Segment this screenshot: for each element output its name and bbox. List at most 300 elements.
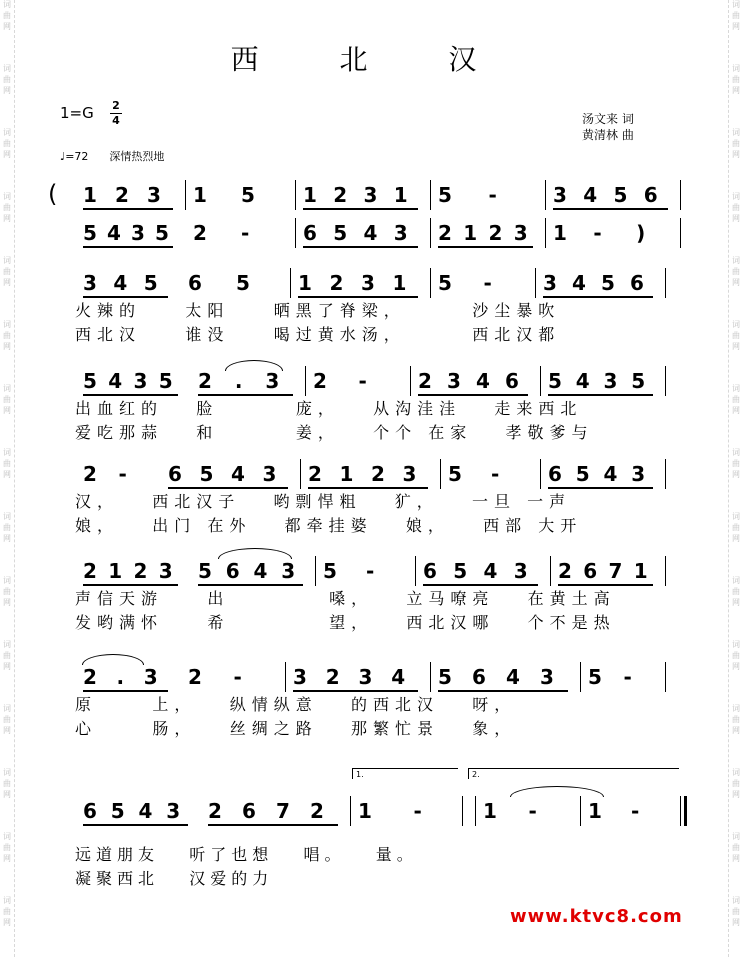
side-watermark-char: 词 <box>3 640 11 649</box>
side-watermark-char: 曲 <box>3 395 11 404</box>
note: 3 <box>540 665 554 689</box>
note: 5 <box>438 271 452 295</box>
side-watermark-char: 曲 <box>732 587 740 596</box>
note: 2 <box>83 559 97 583</box>
side-watermark-char: 曲 <box>3 139 11 148</box>
note: 2 <box>558 559 572 583</box>
dash-sustain: - <box>491 462 500 486</box>
lyric-verse-2: 娘， 出门 在外 都牵挂婆 娘， 西部 大开 <box>75 516 583 535</box>
lyric-verse-1: 火辣的 太阳 晒黑了脊梁， 沙尘暴吹 <box>75 301 561 320</box>
score-row <box>0 665 743 738</box>
repeat-bar <box>462 796 463 826</box>
eighth-underline <box>83 584 178 586</box>
note: 6 <box>643 183 658 207</box>
side-watermark-char: 词 <box>3 320 11 329</box>
eighth-underline <box>548 487 653 489</box>
bar-line <box>305 366 306 396</box>
tie-slur <box>218 548 292 559</box>
side-watermark-char: 网 <box>732 406 740 415</box>
side-watermark-char: 曲 <box>3 11 11 20</box>
side-watermark-char: 曲 <box>3 267 11 276</box>
note: 1 <box>193 183 207 207</box>
bar-line <box>440 459 441 489</box>
note: 5 <box>453 559 468 583</box>
note: 2 <box>313 369 327 393</box>
note: 2 <box>325 665 340 689</box>
side-watermark-char: 曲 <box>3 715 11 724</box>
note: 3 <box>143 665 158 689</box>
note: 1 <box>358 799 372 823</box>
bar-line <box>545 218 546 248</box>
note: 4 <box>113 271 128 295</box>
bar-line <box>300 459 301 489</box>
bar-line <box>430 218 431 248</box>
side-watermark-char: 网 <box>3 918 11 927</box>
side-watermark-char: 词 <box>732 576 740 585</box>
side-watermark-char: 词 <box>3 512 11 521</box>
song-title: 西 北 汉 <box>230 43 513 76</box>
note: 5 <box>83 221 97 245</box>
tie-slur <box>225 360 283 371</box>
side-watermark-char: 词 <box>732 192 740 201</box>
bar-line <box>290 268 291 298</box>
side-watermark-char: 词 <box>3 192 11 201</box>
tempo-value: ♩=72 <box>60 150 89 163</box>
bar-line <box>580 662 581 692</box>
score-row <box>0 462 743 535</box>
side-watermark-char: 词 <box>3 64 11 73</box>
eighth-underline <box>208 824 338 826</box>
eighth-underline <box>438 690 568 692</box>
tie-slur <box>82 654 144 665</box>
note: 3 <box>513 221 528 245</box>
note: 3 <box>265 369 280 393</box>
dash-sustain: - <box>528 799 537 823</box>
side-watermark-char: 曲 <box>3 843 11 852</box>
note: 3 <box>393 221 408 245</box>
note: 2 <box>333 183 348 207</box>
side-watermark-char: 曲 <box>3 459 11 468</box>
note: 3 <box>402 462 417 486</box>
side-watermark-char: 曲 <box>3 203 11 212</box>
note: 5 <box>199 462 214 486</box>
note: 1 <box>553 221 567 245</box>
lyric-verse-1: 声信天游 出 嗓， 立马嘹亮 在黄土高 <box>75 589 616 608</box>
note: 5 <box>438 665 452 689</box>
note: 5 <box>83 369 97 393</box>
eighth-underline <box>168 487 288 489</box>
lyric-verse-1: 汉， 西北汉子 哟剽悍粗 犷， 一旦 一声 <box>75 492 572 511</box>
bar-line <box>535 268 536 298</box>
side-watermark-char: 网 <box>3 278 11 287</box>
note: 2 <box>308 462 322 486</box>
bar-line <box>665 268 666 298</box>
note: 5 <box>110 799 125 823</box>
side-watermark-char: 词 <box>732 64 740 73</box>
note: 6 <box>472 665 486 689</box>
tie-slur <box>510 786 604 797</box>
note: 5 <box>601 271 615 295</box>
eighth-underline <box>303 246 418 248</box>
side-watermark-char: 词 <box>732 832 740 841</box>
side-watermark-char: 网 <box>3 534 11 543</box>
bar-line <box>285 662 286 692</box>
bar-line <box>315 556 316 586</box>
note: 5 <box>448 462 462 486</box>
side-watermark-char: 词 <box>732 128 740 137</box>
note: 3 <box>361 271 375 295</box>
note: 6 <box>83 799 97 823</box>
note: 5 <box>143 271 158 295</box>
dash-sustain: - <box>593 221 602 245</box>
score-row <box>0 222 743 246</box>
note: 4 <box>572 271 586 295</box>
bar-line <box>295 180 296 210</box>
note: 1 <box>483 799 497 823</box>
side-watermark-char: 词 <box>3 448 11 457</box>
note: 4 <box>476 369 490 393</box>
note: 2 <box>83 462 97 486</box>
side-watermark-char: 曲 <box>3 523 11 532</box>
dash-sustain: - <box>241 221 250 245</box>
dash-sustain: - <box>233 665 242 689</box>
eighth-underline <box>298 296 418 298</box>
note: 6 <box>548 462 562 486</box>
eighth-underline <box>303 208 418 210</box>
note: 6 <box>423 559 437 583</box>
side-watermark-char: 网 <box>3 854 11 863</box>
side-watermark-char: 词 <box>732 704 740 713</box>
side-watermark-char: 词 <box>732 448 740 457</box>
lyric-verse-1: 出血红的 脸 庞， 从沟洼洼 走来西北 <box>75 399 583 418</box>
side-watermark-char: 网 <box>3 342 11 351</box>
note: 5 <box>158 369 173 393</box>
bar-line <box>295 218 296 248</box>
side-watermark-char: 词 <box>732 896 740 905</box>
side-watermark-char: 词 <box>732 320 740 329</box>
volta-first-label: 1. <box>356 770 364 779</box>
note: 7 <box>608 559 623 583</box>
bar-line <box>430 662 431 692</box>
eighth-underline <box>83 246 173 248</box>
side-watermark-char: 曲 <box>732 459 740 468</box>
note: 1 <box>108 559 123 583</box>
side-watermark-char: 曲 <box>732 843 740 852</box>
note: 4 <box>108 369 123 393</box>
eighth-underline <box>198 394 293 396</box>
lyric-verse-2: 心 肠， 丝绸之路 那繁忙景 象， <box>75 719 517 738</box>
note: 2 <box>188 665 202 689</box>
note: 2 <box>198 369 212 393</box>
note: 4 <box>506 665 520 689</box>
note: 2 <box>115 183 129 207</box>
meter-top: 2 <box>112 99 120 112</box>
tempo-marking <box>60 148 164 164</box>
volta-second-label: 2. <box>472 770 480 779</box>
note: 6 <box>225 559 240 583</box>
side-watermark-char: 网 <box>732 278 740 287</box>
note: 2 <box>329 271 344 295</box>
note: 5 <box>575 462 590 486</box>
eighth-underline <box>83 208 173 210</box>
note: . <box>234 369 243 393</box>
note: 1 <box>392 271 407 295</box>
side-watermark-char: 曲 <box>732 203 740 212</box>
bar-line <box>430 268 431 298</box>
side-watermark-char: 网 <box>732 598 740 607</box>
note: 3 <box>262 462 277 486</box>
side-watermark-char: 词 <box>732 768 740 777</box>
side-watermark-char: 词 <box>3 384 11 393</box>
note: 2 <box>133 559 148 583</box>
eighth-underline <box>198 584 303 586</box>
eighth-underline <box>548 394 653 396</box>
side-watermark-char: 网 <box>732 790 740 799</box>
note: 3 <box>158 559 173 583</box>
side-watermark-char: 网 <box>3 470 11 479</box>
side-watermark-char: 网 <box>732 342 740 351</box>
note: 1 <box>588 799 602 823</box>
note: 6 <box>583 559 598 583</box>
note: 6 <box>188 271 202 295</box>
eighth-underline <box>83 296 168 298</box>
note: 5 <box>241 183 255 207</box>
side-watermark-char: 曲 <box>3 907 11 916</box>
side-watermark-char: 网 <box>3 662 11 671</box>
bar-line <box>665 556 666 586</box>
note: 1 <box>303 183 317 207</box>
eighth-underline <box>543 296 653 298</box>
eighth-underline <box>423 584 538 586</box>
note: 5 <box>333 221 348 245</box>
note: ) <box>636 221 646 245</box>
score-row <box>0 559 743 632</box>
note: 4 <box>483 559 498 583</box>
eighth-underline <box>438 246 533 248</box>
dash-sustain: - <box>623 665 632 689</box>
note: 5 <box>438 183 452 207</box>
composer-credit: 黄清林 曲 <box>582 128 634 142</box>
score-row <box>0 770 743 888</box>
lyric-verse-1: 原 上， 纵情纵意 的西北汉 呀， <box>75 695 517 714</box>
side-watermark-char: 词 <box>732 640 740 649</box>
side-watermark-char: 网 <box>732 22 740 31</box>
bar-line <box>665 662 666 692</box>
side-watermark-char: 网 <box>732 726 740 735</box>
side-watermark-char: 网 <box>3 598 11 607</box>
dash-sustain: - <box>488 183 497 207</box>
side-watermark-char: 曲 <box>732 651 740 660</box>
bar-line <box>185 180 186 210</box>
note: 4 <box>107 221 121 245</box>
side-watermark-char: 网 <box>732 662 740 671</box>
side-watermark-char: 曲 <box>3 587 11 596</box>
eighth-underline <box>418 394 528 396</box>
score-row <box>0 369 743 442</box>
meter-bottom: 4 <box>112 114 120 127</box>
eighth-underline <box>308 487 428 489</box>
note: . <box>116 665 125 689</box>
side-watermark-char: 网 <box>3 726 11 735</box>
lyric-verse-2: 西北汉 谁没 喝过黄水汤， 西北汉都 <box>75 325 561 344</box>
side-watermark-char: 网 <box>732 918 740 927</box>
side-watermark-char: 曲 <box>732 331 740 340</box>
side-watermark-char: 曲 <box>732 523 740 532</box>
note: 3 <box>293 665 307 689</box>
side-watermark-char: 曲 <box>3 331 11 340</box>
side-watermark-char: 曲 <box>732 715 740 724</box>
side-watermark-char: 曲 <box>732 907 740 916</box>
key-signature: 1=G <box>60 104 94 122</box>
note: 3 <box>631 462 646 486</box>
note: 3 <box>131 221 145 245</box>
lyricist-credit: 汤文来 词 <box>582 112 634 126</box>
side-watermark-char: 曲 <box>3 651 11 660</box>
note: 2 <box>438 221 452 245</box>
bar-line <box>665 366 666 396</box>
note: 6 <box>242 799 256 823</box>
note: 5 <box>198 559 212 583</box>
side-watermark-char: 词 <box>3 896 11 905</box>
eighth-underline <box>83 824 188 826</box>
note: 3 <box>358 665 373 689</box>
lyric-verse-2: 发哟满怀 希 望， 西北汉哪 个不是热 <box>75 613 616 632</box>
volta-second-ending <box>468 768 679 779</box>
note: 4 <box>231 462 245 486</box>
bar-line <box>350 796 351 826</box>
bar-line <box>415 556 416 586</box>
eighth-underline <box>83 394 178 396</box>
note: 4 <box>603 462 618 486</box>
note: 3 <box>133 369 148 393</box>
note: 1 <box>298 271 312 295</box>
note: 4 <box>253 559 268 583</box>
bar-line <box>545 180 546 210</box>
dash-sustain: - <box>483 271 492 295</box>
side-watermark-char: 网 <box>732 214 740 223</box>
side-watermark-char: 词 <box>3 256 11 265</box>
note: 4 <box>575 369 590 393</box>
side-watermark-char: 曲 <box>3 779 11 788</box>
bar-line <box>580 796 581 826</box>
expression-marking: 深情热烈地 <box>109 150 165 163</box>
bar-line <box>410 366 411 396</box>
note: 3 <box>147 183 161 207</box>
bar-line <box>680 180 681 210</box>
note: 3 <box>603 369 618 393</box>
bar-line <box>680 796 681 826</box>
note: 2 <box>418 369 432 393</box>
eighth-underline <box>83 690 168 692</box>
note: 3 <box>513 559 528 583</box>
note: 3 <box>281 559 296 583</box>
note: 2 <box>83 665 97 689</box>
side-watermark-char: 网 <box>3 406 11 415</box>
lyric-verse-2: 凝聚西北 汉爱的力 <box>75 869 274 888</box>
side-watermark-char: 网 <box>732 470 740 479</box>
side-watermark-char: 词 <box>3 704 11 713</box>
side-watermark-char: 网 <box>3 790 11 799</box>
site-watermark: www.ktvc8.com <box>510 906 683 927</box>
note: 6 <box>303 221 317 245</box>
note: 1 <box>83 183 97 207</box>
note: 1 <box>339 462 354 486</box>
side-watermark-char: 曲 <box>732 139 740 148</box>
side-watermark-char: 曲 <box>732 395 740 404</box>
score-row <box>0 271 743 344</box>
note: 3 <box>447 369 461 393</box>
bar-line <box>540 366 541 396</box>
lyric-verse-1: 远道朋友 听了也想 唱。 量。 <box>75 845 418 864</box>
bar-line <box>680 218 681 248</box>
note: 5 <box>588 665 602 689</box>
side-watermark-char: 网 <box>3 22 11 31</box>
side-watermark-char: 词 <box>3 832 11 841</box>
bar-line <box>475 796 476 826</box>
side-watermark-char: 词 <box>3 768 11 777</box>
note: 2 <box>193 221 207 245</box>
side-watermark-char: 词 <box>3 128 11 137</box>
dash-sustain: - <box>118 462 127 486</box>
note: 6 <box>630 271 644 295</box>
side-watermark-char: 词 <box>732 0 740 9</box>
note: 3 <box>553 183 567 207</box>
note: 1 <box>463 221 478 245</box>
side-watermark-char: 曲 <box>3 75 11 84</box>
side-watermark-char: 词 <box>3 0 11 9</box>
side-watermark-char: 词 <box>3 576 11 585</box>
note: 3 <box>363 183 378 207</box>
note: 2 <box>371 462 385 486</box>
eighth-underline <box>293 690 418 692</box>
note: 5 <box>155 221 169 245</box>
eighth-underline <box>553 208 668 210</box>
note: 7 <box>276 799 290 823</box>
note: 4 <box>138 799 153 823</box>
volta-first-ending <box>352 768 458 779</box>
side-watermark-char: 网 <box>3 86 11 95</box>
side-watermark-char: 网 <box>732 150 740 159</box>
open-paren: ( <box>48 180 58 208</box>
note: 2 <box>488 221 503 245</box>
note: 5 <box>236 271 250 295</box>
note: 5 <box>631 369 646 393</box>
note: 4 <box>391 665 406 689</box>
note: 3 <box>166 799 181 823</box>
side-watermark-char: 曲 <box>732 75 740 84</box>
side-watermark-char: 网 <box>3 150 11 159</box>
score-row <box>0 180 743 208</box>
eighth-underline <box>558 584 653 586</box>
dash-sustain: - <box>358 369 367 393</box>
note: 4 <box>363 221 378 245</box>
side-watermark-char: 曲 <box>732 267 740 276</box>
note: 2 <box>310 799 324 823</box>
note: 4 <box>583 183 598 207</box>
dash-sustain: - <box>366 559 375 583</box>
side-watermark-char: 网 <box>732 534 740 543</box>
dash-sustain: - <box>413 799 422 823</box>
note: 6 <box>168 462 182 486</box>
note: 5 <box>323 559 337 583</box>
side-watermark-char: 词 <box>732 384 740 393</box>
note: 6 <box>505 369 519 393</box>
side-watermark-char: 网 <box>3 214 11 223</box>
lyric-verse-2: 爱吃那蒜 和 姜， 个个 在家 孝敬爹与 <box>75 423 594 442</box>
note: 5 <box>548 369 562 393</box>
bar-line <box>430 180 431 210</box>
note: 1 <box>393 183 408 207</box>
